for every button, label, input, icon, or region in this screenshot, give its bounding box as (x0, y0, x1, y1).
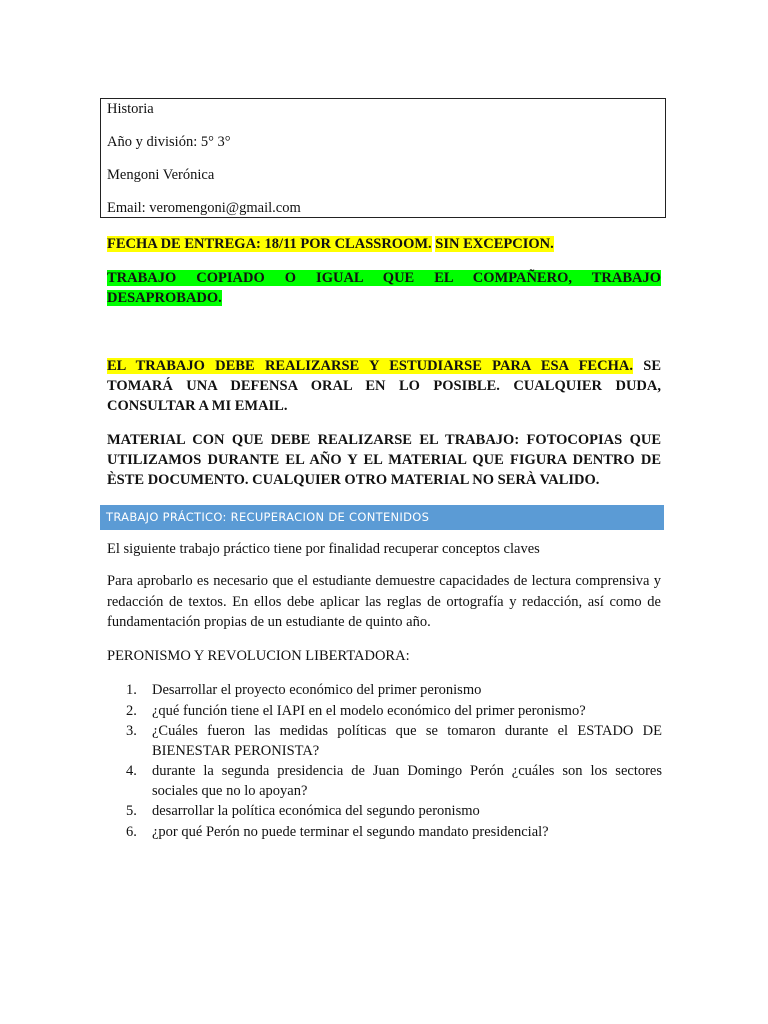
requirements-paragraph: Para aprobarlo es necesario que el estudiante demuestre capacidades de lectura comprensiva y redacción de textos. En ellos debe aplicar las reglas de ortografía y redacción, así como de fundamentación propias de un estudiante de quinto año. (107, 573, 661, 630)
copy-warning-notice (107, 268, 661, 308)
email-label: Email: veromengoni@gmail.com (107, 200, 301, 216)
question-text: ¿Cuáles fueron las medidas políticas que se tomaron durante el ESTADO DE BIENESTAR PERONISTA? (152, 723, 662, 759)
section-header-bar: TRABAJO PRÁCTICO: RECUPERACION DE CONTENIDOS (100, 505, 664, 530)
question-text: ¿qué función tiene el IAPI en el modelo económico del primer peronismo? (152, 702, 586, 719)
list-item (126, 823, 662, 843)
list-number: 6. (126, 823, 137, 840)
study-rest-text: SE TOMARÁ UNA DEFENSA ORAL EN LO POSIBLE. CUALQUIER DUDA, CONSULTAR A MI EMAIL. (107, 358, 661, 414)
topic-heading: PERONISMO Y REVOLUCION LIBERTADORA: (107, 648, 410, 664)
question-text: desarrollar la política económica del segundo peronismo (152, 803, 480, 819)
list-number: 3. (126, 723, 137, 739)
teacher-name: Mengoni Verónica (107, 167, 215, 183)
list-item (126, 762, 662, 801)
questions-list (126, 681, 662, 843)
deadline-notice (107, 234, 661, 254)
copy-warning-text: TRABAJO COPIADO O IGUAL QUE EL COMPAÑERO, TRABAJO DESAPROBADO. (107, 270, 661, 306)
intro-paragraph: El siguiente trabajo práctico tiene por finalidad recuperar conceptos claves (107, 541, 540, 557)
list-number: 4. (126, 763, 137, 779)
no-exception-text: SIN EXCEPCION. (435, 236, 554, 252)
list-item (126, 722, 662, 761)
list-number: 5. (126, 803, 137, 819)
question-text: Desarrollar el proyecto económico del primer peronismo (152, 682, 482, 698)
list-item (126, 681, 662, 701)
deadline-text: FECHA DE ENTREGA: 18/11 POR CLASSROOM. (107, 236, 432, 252)
subject-label: Historia (107, 101, 154, 117)
header-info-box (100, 98, 666, 218)
year-division-label: Año y división: 5° 3° (107, 134, 231, 150)
question-text: durante la segunda presidencia de Juan Domingo Perón ¿cuáles son los sectores sociales que no lo apoyan? (152, 763, 662, 799)
list-number: 1. (126, 682, 137, 698)
list-number: 2. (126, 702, 137, 719)
material-notice: MATERIAL CON QUE DEBE REALIZARSE EL TRABAJO: FOTOCOPIAS QUE UTILIZAMOS DURANTE EL AÑO Y EL MATERIAL QUE FIGURA DENTRO DE ÈSTE DOCUMENTO. CUALQUIER OTRO MATERIAL NO SERÀ VALIDO. (107, 432, 661, 488)
study-highlight-text: EL TRABAJO DEBE REALIZARSE Y ESTUDIARSE PARA ESA FECHA. (107, 358, 633, 374)
list-item (126, 802, 662, 822)
question-text: ¿por qué Perón no puede terminar el segundo mandato presidencial? (152, 823, 549, 840)
study-notice (107, 356, 661, 416)
list-item (126, 702, 662, 722)
